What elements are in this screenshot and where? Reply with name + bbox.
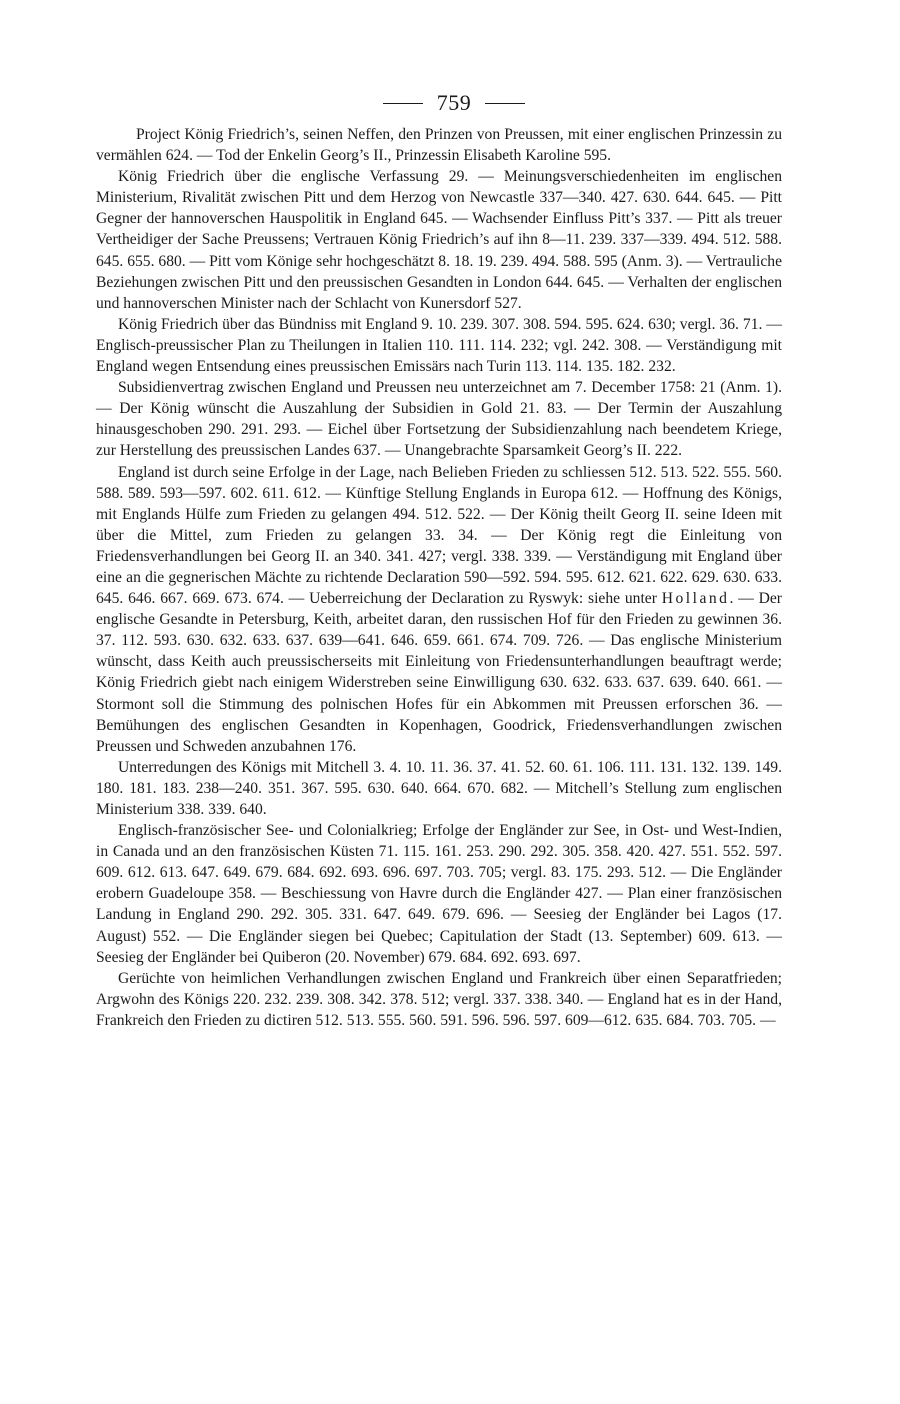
paragraph-7: Englisch-französischer See- und Colonialkrieg; Erfolge der Engländer zur See, in Ost- und West-Indien, in Canada und an den französischen Küsten 71. 115. 161. 253. 290. 292. 305. 358. 420. 427. 551. 552. 597. 609. 612. 613. 647. 649. 679. 684. 692. 693. 696. 697. 703. 705; vergl. 83. 175. 293. 512. — Die Engländer erobern Guadeloupe 358. — Beschiessung von Havre durch die Engländer 427. — Plan einer französischen Landung in England 290. 292. 305. 331. 647. 649. 679. 696. — Seesieg der Engländer bei Lagos (17. August) 552. — Die Engländer siegen bei Quebec; Capitulation der Stadt (13. September) 609. 613. — Seesieg der Engländer bei Quiberon (20. November) 679. 684. 692. 693. 697. <box>96 822 782 966</box>
page-number: 759 <box>436 90 472 115</box>
paragraph-8: Gerüchte von heimlichen Verhandlungen zwischen England und Frankreich über einen Separatfrieden; Argwohn des Königs 220. 232. 239. 308. 342. 378. 512; vergl. 337. 338. 340. — England hat es in der Hand, Frankreich den Frieden zu dictiren 512. 513. 555. 560. 591. 596. 596. 597. 609—612. 635. 684. 703. 705. — <box>96 969 782 1029</box>
paragraph-2: König Friedrich über die englische Verfassung 29. — Meinungsverschiedenheiten im englischen Ministerium, Rivalität zwischen Pitt und dem Herzog von Newcastle 337—340. 427. 630. 644. 645. — Pitt Gegner der hannoverschen Hauspolitik in England 645. — Wachsender Einfluss Pitt’s 337. — Pitt als treuer Vertheidiger der Sache Preussens; Vertrauen König Friedrich’s auf ihn 8—11. 239. 337—339. 494. 512. 588. 645. 655. 680. — Pitt vom Könige sehr hochgeschätzt 8. 18. 19. 239. 494. 588. 595 (Anm. 3). — Vertrauliche Beziehungen zwischen Pitt und den preussischen Gesandten in London 644. 645. — Verhalten der englischen und hannoverschen Minister nach der Schlacht von Kunersdorf 527. <box>96 168 782 312</box>
cross-reference-holland: Holland <box>661 590 730 608</box>
paragraph-4: Subsidienvertrag zwischen England und Preussen neu unterzeichnet am 7. December 1758: 21 (Anm. 1). — Der König wünscht die Auszahlung der Subsidien in Gold 21. 83. — Der Termin der Auszahlung hinausgeschoben 290. 291. 293. — Eichel über Fortsetzung der Subsidienzahlung nach beendetem Kriege, zur Herstellung des preussischen Landes 637. — Unangebrachte Sparsamkeit Georg’s II. 222. <box>96 379 782 460</box>
paragraph-3: König Friedrich über das Bündniss mit England 9. 10. 239. 307. 308. 594. 595. 624. 630; vergl. 36. 71. — Englisch-preussischer Plan zu Theilungen in Italien 110. 111. 114. 232; vgl. 242. 308. — Verständigung mit England wegen Entsendung eines preussischen Emissärs nach Turin 113. 114. 135. 182. 232. <box>96 315 782 376</box>
paragraph-1: Project König Friedrich’s, seinen Neffen, den Prinzen von Preussen, mit einer englischen Prinzessin zu vermählen 624. — Tod der Enkelin Georg’s II., Prinzessin Elisabeth Karoline 595. <box>96 126 782 165</box>
header-rule-left <box>383 103 423 104</box>
paragraph-5-part-2: . — Der englische Gesandte in Petersburg, Keith, arbeitet daran, den russischen Hof für den Frieden zu gewinnen 36. 37. 112. 593. 630. 632. 633. 637. 639—641. 646. 659. 661. 674. 709. 726. — Das englische Ministerium wünscht, dass Keith auch preussischerseits mit Einleitung von Friedensunterhandlungen beauftragt werde; König Friedrich giebt nach einigem Widerstreben seine Einwilligung 630. 632. 633. 637. 639. 640. 661. — Stormont soll die Stimmung des polnischen Hofes für ein Abkommen mit Preussen erforschen 36. — Bemühungen des englischen Gesandten in Kopenhagen, Goodrick, Friedensverhandlungen zwischen Preussen und Schweden anzubahnen 176. <box>96 590 782 755</box>
page-header <box>126 88 782 118</box>
paragraph-5 <box>96 462 782 757</box>
paragraph-5-part-1: England ist durch seine Erfolge in der Lage, nach Belieben Frieden zu schliessen 512. 513. 522. 555. 560. 588. 589. 593—597. 602. 611. 612. — Künftige Stellung Englands in Europa 612. — Hoffnung des Königs, mit Englands Hülfe zum Frieden zu gelangen 494. 512. 522. — Der König theilt Georg II. seine Ideen mit über die Mittel, zum Frieden zu gelangen 33. 34. — Der König regt die Einleitung von Friedensverhandlungen bei Georg II. an 340. 341. 427; vergl. 338. 339. — Verständigung mit England über eine an die gegnerischen Mächte zu richtende Declaration 590—592. 594. 595. 612. 621. 622. 629. 630. 633. 645. 646. 667. 669. 673. 674. — Ueberreichung der Declaration zu Ryswyk: siehe unter <box>96 463 782 608</box>
paragraph-6: Unterredungen des Königs mit Mitchell 3. 4. 10. 11. 36. 37. 41. 52. 60. 61. 106. 111. 131. 132. 139. 149. 180. 181. 183. 238—240. 351. 367. 595. 630. 640. 664. 670. 682. — Mitchell’s Stellung zum englischen Ministerium 338. 339. 640. <box>96 758 782 818</box>
header-rule-right <box>485 103 525 104</box>
